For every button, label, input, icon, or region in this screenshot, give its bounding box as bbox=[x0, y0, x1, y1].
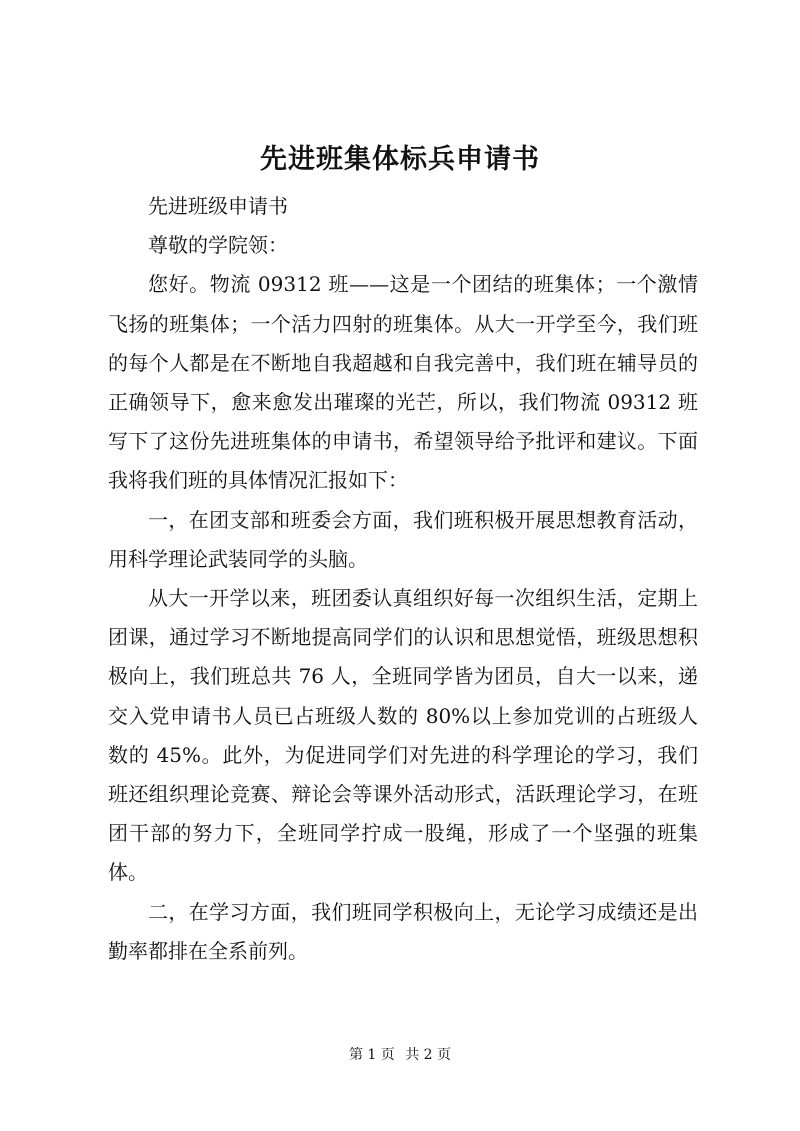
paragraph-section-one-body: 从大一开学以来，班团委认真组织好每一次组织生活，定期上团课，通过学习不断地提高同学们的认识和思想觉悟，班级思想积极向上，我们班总共 76 人，全班同学皆为团员，自大一以来，递交入党申请书人员已占班级人数的 80%以上参加党训的占班级人数的 45%。此外，为促进同学们对先进的科学理论的学习，我们班还组织理论竞赛、辩论会等课外活动形式，活跃理论学习，在班团干部的努力下，全班同学拧成一股绳，形成了一个坚强的班集体。 bbox=[108, 586, 698, 885]
paragraph-subtitle: 先进班级申请书 bbox=[148, 194, 288, 218]
document-title: 先进班集体标兵申请书 bbox=[260, 144, 540, 175]
document-body bbox=[108, 187, 698, 971]
paragraph-salutation: 尊敬的学院领： bbox=[148, 233, 288, 258]
paragraph-section-one-heading: 一，在团支部和班委会方面，我们班积极开展思想教育活动，用科学理论武装同学的头脑。 bbox=[108, 507, 698, 571]
page-total: 共 2 页 bbox=[405, 1047, 452, 1063]
paragraph-section-two: 二，在学习方面，我们班同学积极向上，无论学习成绩还是出勤率都排在全系前列。 bbox=[108, 899, 698, 963]
page-footer bbox=[0, 1045, 800, 1065]
page-number: 第 1 页 bbox=[348, 1047, 395, 1063]
paragraph-introduction: 您好。物流 09312 班——这是一个团结的班集体；一个激情飞扬的班集体；一个活力四射的班集体。从大一开学至今，我们班的每个人都是在不断地自我超越和自我完善中，我们班在辅导员的正确领导下，愈来愈发出璀璨的光芒，所以，我们物流 09312 班写下了这份先进班集体的申请书，希望领导给予批评和建议。下面我将我们班的具体情况汇报如下： bbox=[108, 272, 698, 493]
